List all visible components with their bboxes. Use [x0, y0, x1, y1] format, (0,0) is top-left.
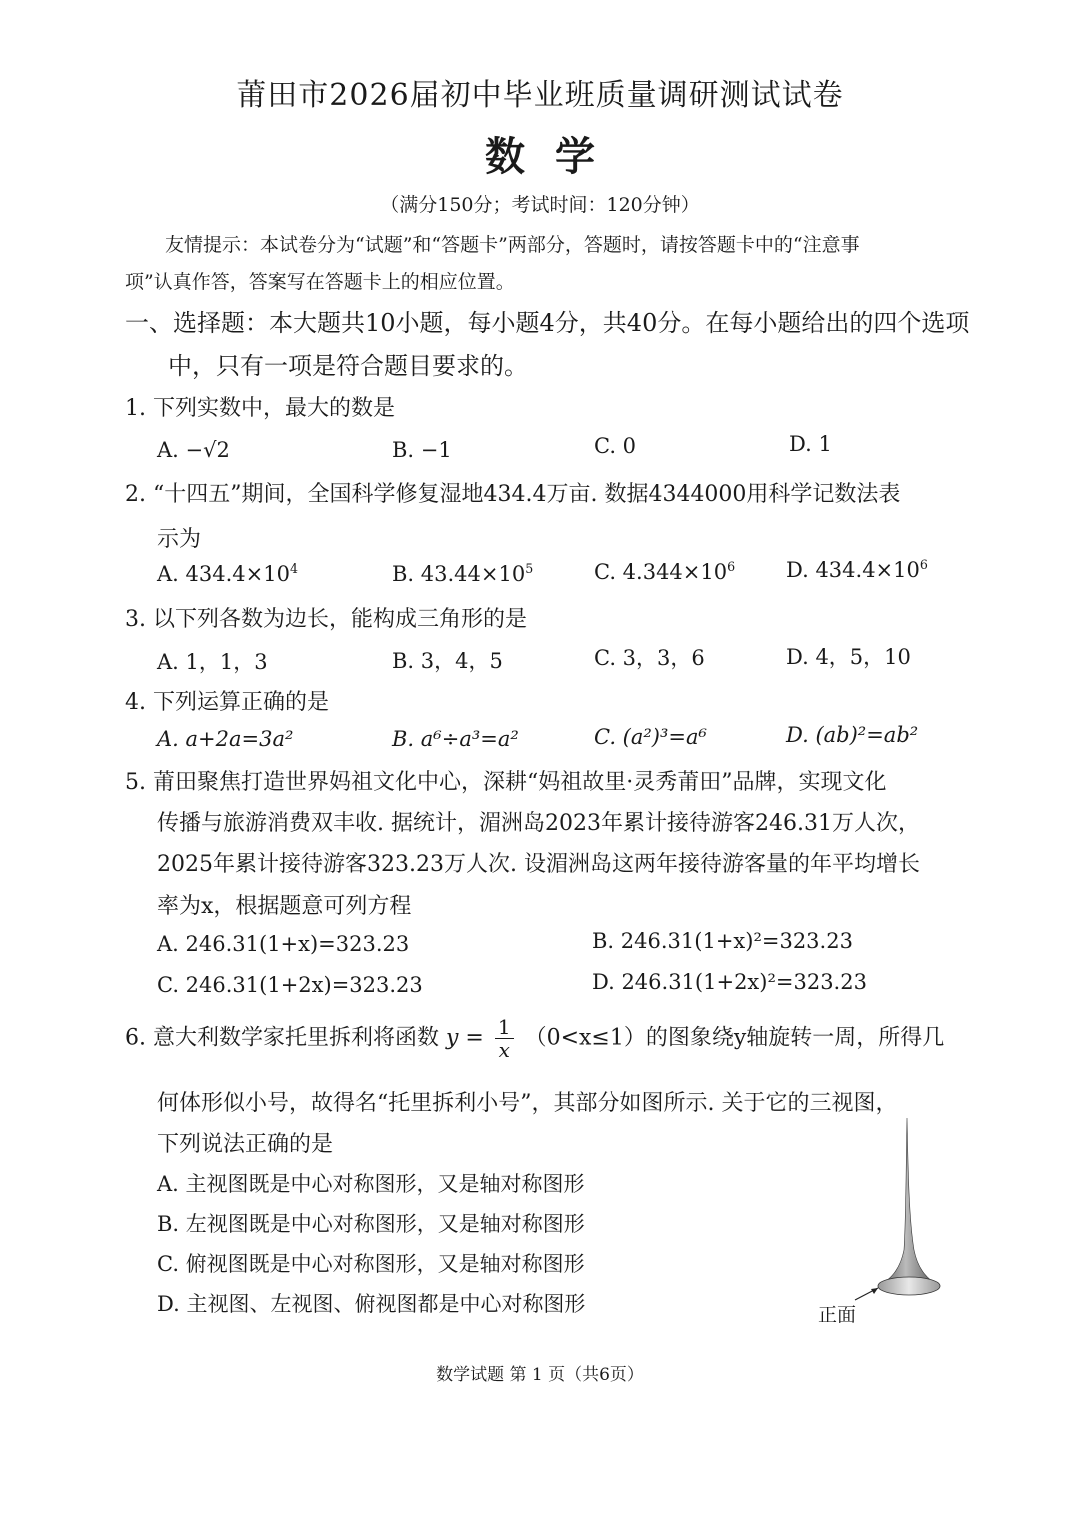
- q1-option-d: D. 1: [789, 432, 832, 456]
- q5-option-d: D. 246.31(1+2x)²=323.23: [592, 970, 867, 994]
- question-5-line-2: 传播与旅游消费双丰收. 据统计，湄洲岛2023年累计接待游客246.31万人次，: [157, 811, 920, 836]
- q5-option-c: C. 246.31(1+2x)=323.23: [157, 973, 423, 997]
- q3-option-c: C. 3，3，6: [594, 646, 705, 670]
- q3-option-d: D. 4，5，10: [786, 645, 911, 669]
- q6-option-d: D. 主视图、左视图、俯视图都是中心对称图形: [157, 1292, 586, 1316]
- tip-line-1: 友情提示：本试卷分为“试题”和“答题卡”两部分，答题时，请按答题卡中的“注意事: [165, 234, 860, 256]
- front-view-label: 正面: [818, 1304, 857, 1326]
- q3-option-b: B. 3，4，5: [392, 649, 503, 673]
- q4-option-b: B. a⁶÷a³=a²: [392, 727, 519, 751]
- function-y: y =: [445, 1025, 484, 1051]
- q6-option-b: B. 左视图既是中心对称图形，又是轴对称图形: [157, 1212, 585, 1236]
- q1-option-b: B. −1: [392, 438, 452, 462]
- question-6-line-3: 下列说法正确的是: [157, 1132, 334, 1157]
- q1-option-a: A. −√2: [157, 438, 230, 462]
- q6-option-c: C. 俯视图既是中心对称图形，又是轴对称图形: [157, 1252, 585, 1276]
- score-info: （满分150分；考试时间：120分钟）: [380, 194, 700, 216]
- q1-option-c: C. 0: [594, 434, 637, 458]
- q2-option-b: B. $43.44\times 10^5$: [392, 561, 534, 586]
- subject-title: 数学: [485, 133, 625, 180]
- question-1-stem: 1. 下列实数中，最大的数是: [125, 396, 395, 421]
- question-4-stem: 4. 下列运算正确的是: [125, 690, 329, 715]
- fraction-one-over-x: $\frac{1}{x}$: [495, 1016, 514, 1061]
- question-6-line-2: 何体形似小号，故得名“托里拆利小号”，其部分如图所示. 关于它的三视图，: [157, 1091, 898, 1116]
- question-5-line-3: 2025年累计接待游客323.23万人次. 设湄洲岛这两年接待游客量的年平均增长: [157, 852, 920, 877]
- question-5-line-1: 5. 莆田聚焦打造世界妈祖文化中心，深耕“妈祖故里·灵秀莆田”品牌，实现文化: [125, 770, 887, 795]
- exam-title: 莆田市2026届初中毕业班质量调研测试试卷: [236, 78, 844, 113]
- question-6-line-1: 6. 意大利数学家托里拆利将函数 y = $\frac{1}{x}$ （0<x≤1）的图象绕y轴旋转一周，所得几: [125, 1015, 945, 1062]
- q6-option-a: A. 主视图既是中心对称图形，又是轴对称图形: [157, 1172, 585, 1196]
- q5-option-b: B. 246.31(1+x)²=323.23: [592, 929, 853, 953]
- q4-option-a: A. a+2a=3a²: [157, 727, 294, 751]
- question-2-stem-1: 2. “十四五”期间，全国科学修复湿地434.4万亩. 数据4344000用科学记数法表: [125, 482, 901, 507]
- q4-option-c: C. (a²)³=a⁶: [594, 725, 707, 749]
- tip-line-2: 项”认真作答，答案写在答题卡上的相应位置。: [125, 271, 515, 293]
- q2-option-c: C. $4.344\times 10^6$: [594, 559, 736, 584]
- q3-option-a: A. 1，1，3: [157, 650, 268, 674]
- page-footer: 数学试题 第 1 页（共6页）: [436, 1365, 644, 1385]
- q2-option-a: A. $434.4\times 10^4$: [157, 561, 298, 586]
- torricelli-horn-figure: [820, 1110, 950, 1310]
- question-2-stem-2: 示为: [157, 527, 202, 552]
- section-heading-line-1: 一、选择题：本大题共10小题，每小题4分，共40分。在每小题给出的四个选项: [125, 309, 970, 337]
- q2-option-d: D. $434.4\times 10^6$: [786, 557, 928, 582]
- q4-option-d: D. (ab)²=ab²: [786, 723, 919, 747]
- question-3-stem: 3. 以下列各数为边长，能构成三角形的是: [125, 607, 527, 632]
- question-5-line-4: 率为x，根据题意可列方程: [157, 894, 412, 919]
- section-heading-line-2: 中，只有一项是符合题目要求的。: [168, 352, 528, 380]
- q5-option-a: A. 246.31(1+x)=323.23: [157, 932, 410, 956]
